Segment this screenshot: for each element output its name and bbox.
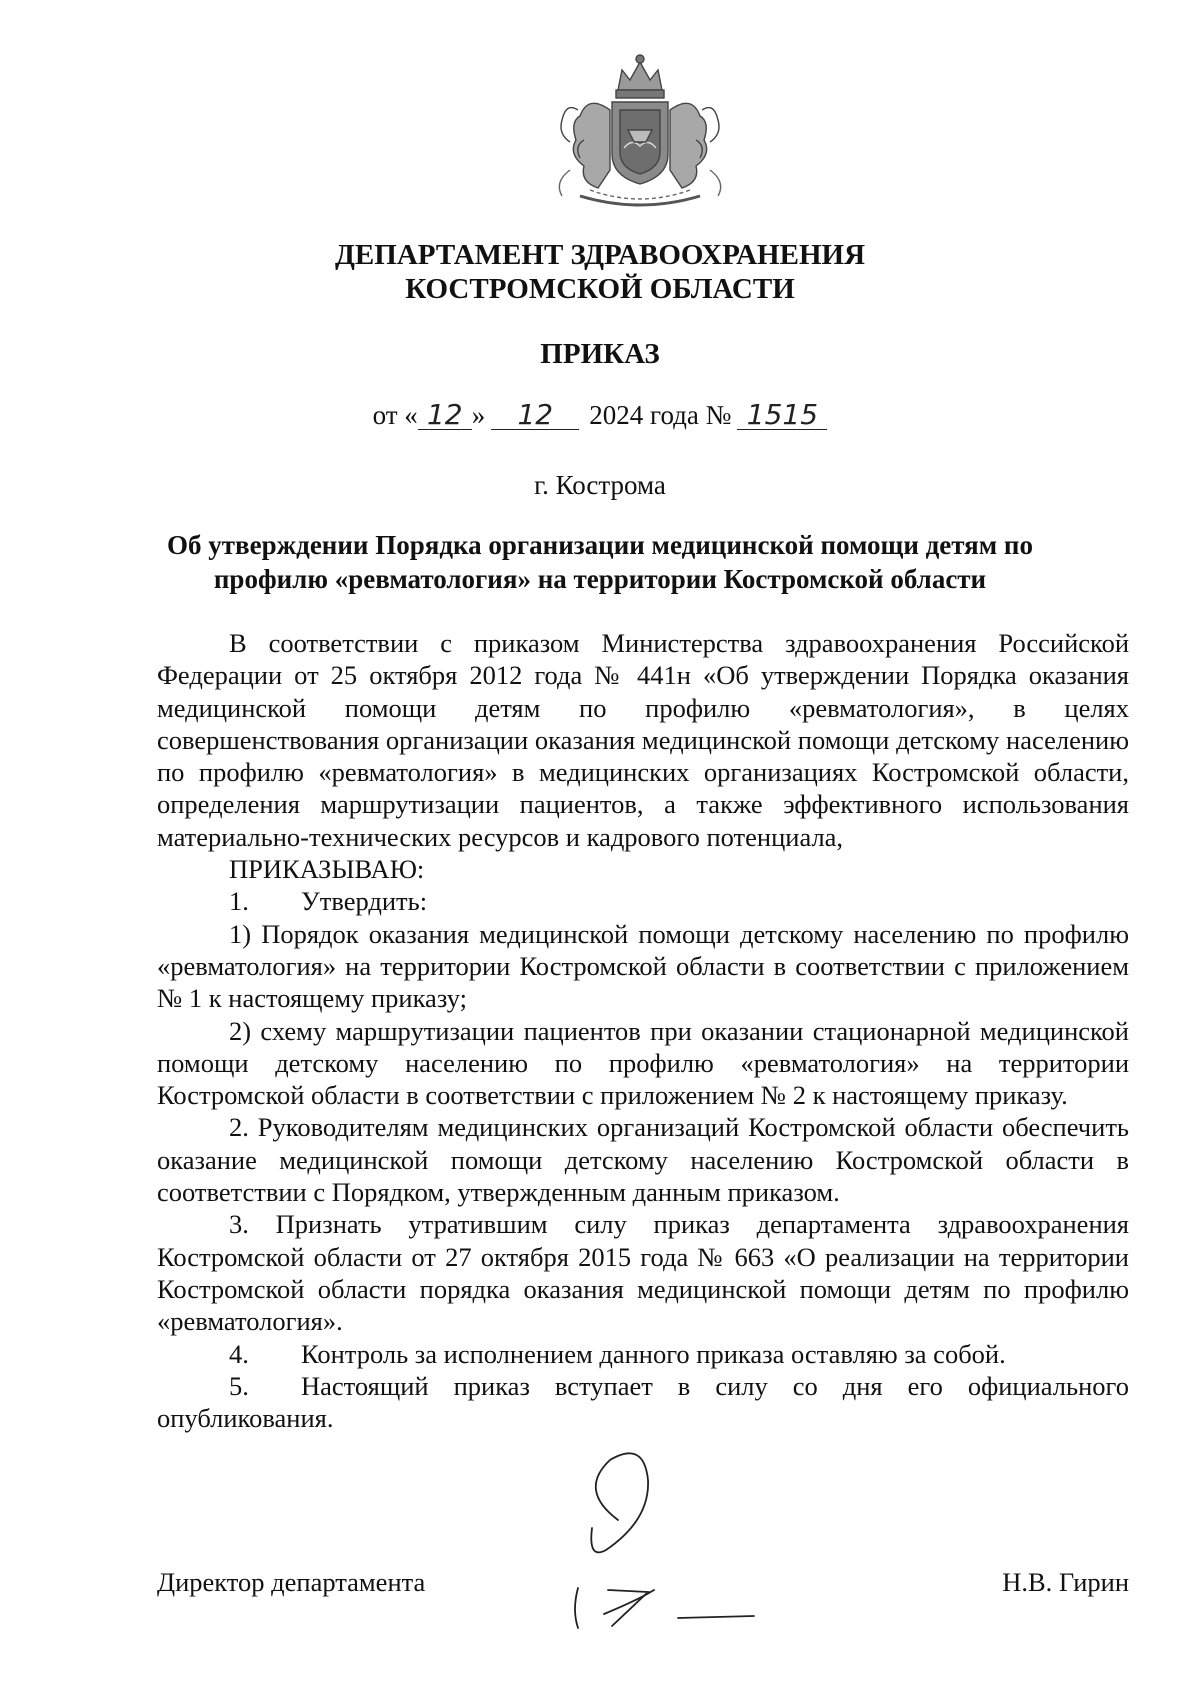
signatory-title: Директор департамента — [157, 1567, 426, 1597]
order-number: 1515 — [737, 401, 827, 430]
item-1-text: Утвердить: — [301, 886, 428, 917]
item-3: 3. Признать утратившим силу приказ департамента здравоохранения Костромской области от 27 октября 2015 года № 663 «О реализации на территории Костромской области порядка оказания медицинской помощи детям по профилю «ревматология». — [157, 1209, 1129, 1337]
item-2: 2. Руководителям медицинских организаций Костромской области обеспечить оказание медицинской помощи детскому населению Костромской области в соответствии с Порядком, утвержденным данным приказом. — [157, 1112, 1129, 1208]
coat-of-arms-icon — [540, 50, 740, 218]
date-day-close: » — [471, 400, 486, 430]
city: г. Кострома — [534, 470, 666, 500]
signatory-name: Н.В. Гирин — [1002, 1567, 1129, 1597]
department-line-2: КОСТРОМСКОЙ ОБЛАСТИ — [405, 273, 795, 305]
subject-line-1: Об утверждении Порядка организации медицинской помощи детям по — [166, 530, 1033, 560]
date-month: 12 — [491, 401, 579, 430]
subject-line-2: профилю «ревматология» на территории Костромской области — [213, 564, 987, 594]
document-body — [157, 627, 1129, 1434]
item-4 — [157, 1338, 1129, 1370]
item-4-text: Контроль за исполнением данного приказа оставляю за собой. — [301, 1338, 1006, 1369]
date-prefix: от « — [372, 400, 418, 430]
date-day: 12 — [418, 401, 472, 430]
intro-paragraph: В соответствии с приказом Министерства здравоохранения Российской Федерации от 25 октября 2012 года № 441н «Об утверждении Порядка оказания медицинской помощи детям по профилю «ревматология», в целях совершенствования организации оказания медицинской помощи детскому населению по профилю «ревматология» в медицинских организациях Костромской области, определения маршрутизации пациентов, а также эффективного использования материально-технических ресурсов и кадрового потенциала, — [157, 628, 1129, 852]
order-word: ПРИКАЗЫВАЮ: — [229, 854, 425, 885]
document-type: ПРИКАЗ — [540, 338, 660, 370]
item-1-2: 2) схему маршрутизации пациентов при оказании стационарной медицинской помощи детскому населению по профилю «ревматология» на территории Костромской области в соответствии с приложением № 2 к настоящему приказу. — [157, 1015, 1129, 1111]
date-year-text: 2024 года № — [589, 400, 732, 430]
item-5-number: 5. — [229, 1370, 249, 1401]
item-1 — [157, 885, 1129, 917]
item-5 — [157, 1370, 1129, 1435]
item-5-text: Настоящий приказ вступает в силу со дня его официального опубликования. — [157, 1370, 1129, 1434]
date-line — [0, 398, 1200, 432]
signature-icon — [548, 1440, 758, 1640]
document-subject — [0, 528, 1200, 596]
department-name — [0, 238, 1200, 306]
item-1-1: 1) Порядок оказания медицинской помощи детскому населению по профилю «ревматология» на территории Костромской области в соответствии с приложением № 1 к настоящему приказу; — [157, 918, 1129, 1014]
item-4-number: 4. — [229, 1338, 249, 1369]
item-1-number: 1. — [229, 886, 249, 917]
department-line-1: ДЕПАРТАМЕНТ ЗДРАВООХРАНЕНИЯ — [334, 239, 866, 271]
